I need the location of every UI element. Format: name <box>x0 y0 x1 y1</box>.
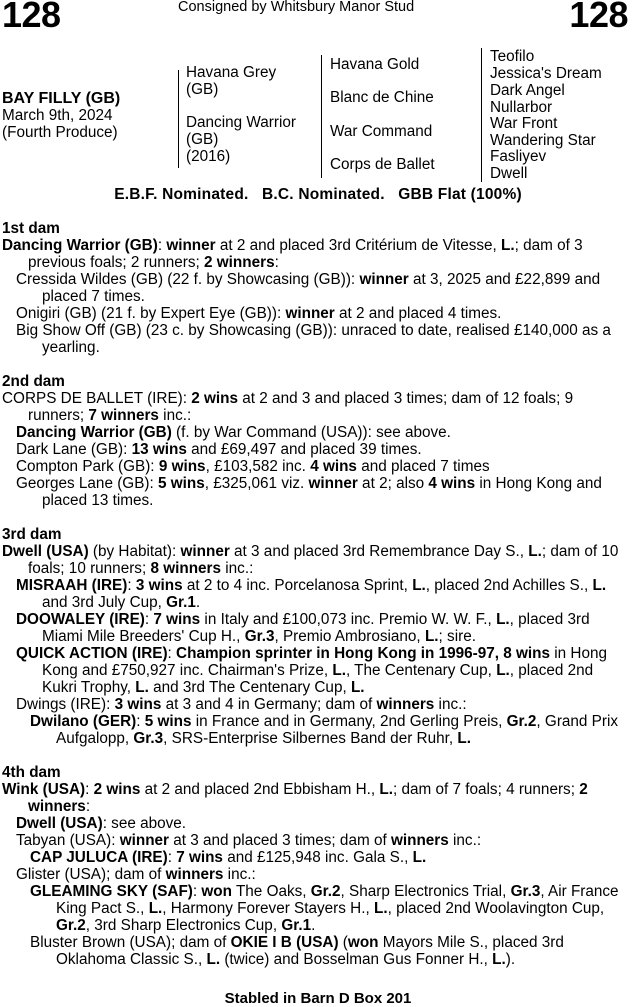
bold-text: 13 wins <box>131 441 187 458</box>
bold-text: L. <box>457 730 471 747</box>
stabled-location: Stabled in Barn D Box 201 <box>224 990 412 1007</box>
produce-entry <box>2 934 626 968</box>
dam-entry <box>2 543 626 577</box>
produce-entry <box>2 441 626 458</box>
bold-text: 4 wins <box>310 458 357 475</box>
text: (f. by War Command (USA)): see above. <box>171 424 451 441</box>
text: ( <box>338 934 348 951</box>
bold-text: L. <box>496 611 510 628</box>
bold-text: L. <box>412 849 427 866</box>
bold-text: 2 winners <box>28 781 588 815</box>
bold-text: 7 winners <box>88 407 159 424</box>
bold-text: 2 winners <box>204 254 275 271</box>
bold-text: 4 wins <box>428 475 476 492</box>
text: , £325,061 viz. <box>204 475 309 492</box>
bold-text: Dancing Warrior (GB) <box>2 237 158 254</box>
text: Glister (USA); dam of <box>16 866 166 883</box>
bold-text: Gr.2 <box>56 917 86 934</box>
lot-number-right: 128 <box>569 0 628 35</box>
text: inc.: <box>434 696 467 713</box>
produce-entry <box>2 849 626 866</box>
text: : <box>85 798 91 815</box>
text: Mayors Mile S., placed 3rd Oklahoma Classic S., <box>56 934 564 968</box>
text: and placed 7 times <box>356 458 490 475</box>
text: ; sire. <box>438 628 476 645</box>
produce-entry <box>2 458 626 475</box>
text: : <box>274 254 279 271</box>
bold-text: Dancing Warrior (GB) <box>16 424 172 441</box>
bold-text: Gr.3 <box>510 883 541 900</box>
text: ). <box>505 951 516 968</box>
bold-text: Dwilano (GER) <box>30 713 137 730</box>
bold-text: L. <box>379 781 393 798</box>
horse-name: BAY FILLY (GB) <box>2 90 121 107</box>
text: inc.: <box>221 560 254 577</box>
text: in Hong Kong and £750,927 inc. Chairman's Prize, <box>42 645 608 679</box>
produce-entry <box>2 305 626 322</box>
produce-entry <box>2 883 626 934</box>
bold-text: L. <box>412 577 426 594</box>
bold-text: L. <box>496 662 510 679</box>
text: , Harmony Forever Stayers H., <box>162 900 374 917</box>
section-heading: 2nd dam <box>2 373 65 390</box>
produce-note: (Fourth Produce) <box>2 124 118 141</box>
text: and 3rd July Cup, <box>42 594 167 611</box>
lot-number-left: 128 <box>2 0 61 35</box>
section-heading: 1st dam <box>2 220 60 237</box>
bold-text: Gr.3 <box>244 628 275 645</box>
bold-text: winner <box>359 271 409 288</box>
sire-name: Havana Grey <box>186 64 277 81</box>
text: , 3rd Sharp Electronics Cup, <box>85 917 282 934</box>
bold-text: L. <box>424 628 439 645</box>
bold-text: winner <box>285 305 335 322</box>
text: : <box>127 577 136 594</box>
bold-text: winner <box>180 543 230 560</box>
text: at 2 and 3 and placed 3 times; dam of 12 foals; 9 runners; <box>28 390 574 424</box>
bold-text: Gr.1 <box>281 917 312 934</box>
text: (twice) and Bosselman Gus Fonner H., <box>220 951 493 968</box>
great-grandparent: Teofilo <box>490 48 535 65</box>
text: : <box>157 237 167 254</box>
bold-text: OKIE I B (USA) <box>230 934 339 951</box>
grandparent: Corps de Ballet <box>330 156 435 173</box>
text: The Oaks, <box>231 883 311 900</box>
produce-entry <box>2 832 626 849</box>
bold-text: Gr.1 <box>166 594 196 611</box>
text: , Grand Prix Aufgalopp, <box>56 713 619 747</box>
dam-section <box>2 747 626 968</box>
text: at 2; also <box>357 475 429 492</box>
text: Big Show Off (GB) (23 c. by Showcasing (GB)): unraced to date, realised £140,000 as a yearling. <box>16 322 611 356</box>
bold-text: 3 wins <box>135 577 183 594</box>
bold-text: L. <box>528 543 542 560</box>
great-grandparent: Wandering Star <box>490 132 596 149</box>
bold-text: 2 wins <box>191 390 239 407</box>
bold-text: 5 wins <box>158 475 205 492</box>
bold-text: winner <box>308 475 358 492</box>
produce-entry <box>2 645 626 696</box>
bold-text: L. <box>501 237 515 254</box>
bold-text: Champion sprinter in Hong Kong in 1996-97, 8 wins <box>176 645 551 662</box>
text: Cressida Wildes (GB) (22 f. by Showcasing (GB)): <box>16 271 360 288</box>
text: CORPS DE BALLET (IRE): <box>2 390 192 407</box>
text: Compton Park (GB): <box>16 458 159 475</box>
bold-text: 9 wins <box>158 458 206 475</box>
sire-country: (GB) <box>186 81 219 98</box>
nominations-line: E.B.F. Nominated. B.C. Nominated. GBB Flat (100%) <box>114 186 522 203</box>
grandparent: Havana Gold <box>330 56 420 73</box>
text: : <box>136 713 145 730</box>
text: , Air France King Pact S., <box>56 883 619 917</box>
catalogue-body <box>2 220 626 968</box>
text: at 3 and placed 3rd Remembrance Day S., <box>229 543 529 560</box>
dam-section <box>2 356 626 509</box>
text: inc.: <box>448 832 482 849</box>
bold-text: 3 wins <box>114 696 162 713</box>
bold-text: L. <box>592 577 607 594</box>
bold-text: L. <box>206 951 221 968</box>
bold-text: winners <box>390 832 449 849</box>
produce-entry <box>2 577 626 611</box>
text: , Premio Ambrosiano, <box>274 628 425 645</box>
text: , placed 2nd Kukri Trophy, <box>42 662 594 696</box>
section-spacer <box>2 356 626 373</box>
bold-text: L. <box>148 900 163 917</box>
section-spacer <box>2 747 626 764</box>
text: at 2 and placed 3rd Critérium de Vitesse, <box>215 237 502 254</box>
bold-text: L. <box>332 662 346 679</box>
text: Onigiri (GB) (21 f. by Expert Eye (GB)): <box>16 305 286 322</box>
produce-entry <box>2 424 626 441</box>
bold-text: winners <box>165 866 224 883</box>
foaling-date: March 9th, 2024 <box>2 107 113 124</box>
bold-text: won <box>347 934 379 951</box>
bold-text: 8 winners <box>150 560 222 577</box>
text: , SRS-Enterprise Silbernes Band der Ruhr, <box>163 730 458 747</box>
text: and £69,497 and placed 39 times. <box>186 441 422 458</box>
bold-text: L. <box>492 951 506 968</box>
produce-entry <box>2 696 626 713</box>
section-heading: 3rd dam <box>2 526 62 543</box>
text: Georges Lane (GB): <box>16 475 158 492</box>
great-grandparent: Jessica's Dream <box>490 65 602 82</box>
produce-entry <box>2 271 626 305</box>
great-grandparent: Nullarbor <box>490 99 553 116</box>
text: . <box>195 594 201 611</box>
text: and £125,948 inc. Gala S., <box>222 849 413 866</box>
text: , placed 2nd Achilles S., <box>425 577 593 594</box>
text: : <box>85 781 94 798</box>
bold-text: Dwell (USA) <box>16 815 103 832</box>
bold-text: Wink (USA) <box>2 781 86 798</box>
text: Dwings (IRE): <box>16 696 115 713</box>
text: Bluster Brown (USA); dam of <box>30 934 231 951</box>
produce-entry <box>2 611 626 645</box>
text: , The Centenary Cup, <box>345 662 497 679</box>
bold-text: won <box>201 883 232 900</box>
text: : <box>167 849 177 866</box>
bold-text: CAP JULUCA (IRE) <box>30 849 168 866</box>
text: and 3rd The Centenary Cup, <box>148 679 351 696</box>
text: ; dam of 10 foals; 10 runners; <box>28 543 619 577</box>
text: , £103,582 inc. <box>205 458 311 475</box>
pedigree-divider-2 <box>321 55 322 178</box>
text: at 3, 2025 and £22,899 and placed 7 times. <box>42 271 601 305</box>
text: : <box>167 645 177 662</box>
bold-text: Gr.2 <box>310 883 341 900</box>
text: ; dam of 7 foals; 4 runners; <box>392 781 580 798</box>
text: at 2 and placed 4 times. <box>334 305 502 322</box>
produce-entry <box>2 475 626 509</box>
bold-text: DOOWALEY (IRE) <box>16 611 145 628</box>
bold-text: 5 wins <box>144 713 192 730</box>
text: Tabyan (USA): <box>16 832 120 849</box>
dam-entry <box>2 390 626 424</box>
bold-text: 7 wins <box>176 849 223 866</box>
pedigree-divider-3 <box>481 48 482 182</box>
text: , placed 2nd Woolavington Cup, <box>387 900 605 917</box>
produce-entry <box>2 322 626 356</box>
great-grandparent: Fasliyev <box>490 148 547 165</box>
dam-entry <box>2 781 626 815</box>
dam-country: (GB) <box>186 131 219 148</box>
bold-text: Gr.2 <box>506 713 537 730</box>
bold-text: L. <box>350 679 365 696</box>
great-grandparent: Dark Angel <box>490 82 565 99</box>
bold-text: L. <box>373 900 388 917</box>
section-spacer <box>2 509 626 526</box>
bold-text: winner <box>166 237 216 254</box>
grandparent: War Command <box>330 123 433 140</box>
dam-name: Dancing Warrior <box>186 114 296 131</box>
text: inc.: <box>223 866 256 883</box>
text: ; dam of 3 previous foals; 2 runners; <box>28 237 583 271</box>
bold-text: 2 wins <box>93 781 141 798</box>
bold-text: QUICK ACTION (IRE) <box>16 645 168 662</box>
bold-text: winners <box>376 696 435 713</box>
dam-entry <box>2 237 626 271</box>
dam-year: (2016) <box>186 148 231 165</box>
bold-text: 7 wins <box>153 611 201 628</box>
text: . <box>311 917 316 934</box>
dam-section <box>2 509 626 747</box>
grandparent: Blanc de Chine <box>330 89 434 106</box>
section-heading: 4th dam <box>2 764 61 781</box>
bold-text: Gr.3 <box>133 730 164 747</box>
text: : <box>144 611 154 628</box>
produce-entry <box>2 815 626 832</box>
text: Dark Lane (GB): <box>16 441 132 458</box>
produce-entry <box>2 866 626 883</box>
text: at 2 to 4 inc. Porcelanosa Sprint, <box>182 577 413 594</box>
pedigree-divider-1 <box>178 70 179 168</box>
great-grandparent: Dwell <box>490 165 528 182</box>
text: (by Habitat): <box>88 543 181 560</box>
text: at 3 and placed 3 times; dam of <box>169 832 391 849</box>
text: in France and in Germany, 2nd Gerling Preis, <box>191 713 507 730</box>
text: , Sharp Electronics Trial, <box>340 883 511 900</box>
bold-text: GLEAMING SKY (SAF) <box>30 883 193 900</box>
bold-text: MISRAAH (IRE) <box>16 577 128 594</box>
text: , placed 3rd Miami Mile Breeders' Cup H., <box>42 611 590 645</box>
dam-section <box>2 220 626 356</box>
bold-text: winner <box>119 832 170 849</box>
text: in Italy and £100,073 inc. Premio W. W. F., <box>200 611 497 628</box>
produce-entry <box>2 713 626 747</box>
text: in Hong Kong and placed 13 times. <box>42 475 602 509</box>
bold-text: L. <box>135 679 149 696</box>
text: at 3 and 4 in Germany; dam of <box>161 696 377 713</box>
great-grandparent: War Front <box>490 115 558 132</box>
text: : see above. <box>102 815 187 832</box>
consignor-label: Consigned by Whitsbury Manor Stud <box>178 0 415 15</box>
horse-info <box>2 90 120 141</box>
text: : <box>192 883 202 900</box>
bold-text: Dwell (USA) <box>2 543 89 560</box>
text: inc.: <box>158 407 192 424</box>
text: at 2 and placed 2nd Ebbisham H., <box>140 781 380 798</box>
